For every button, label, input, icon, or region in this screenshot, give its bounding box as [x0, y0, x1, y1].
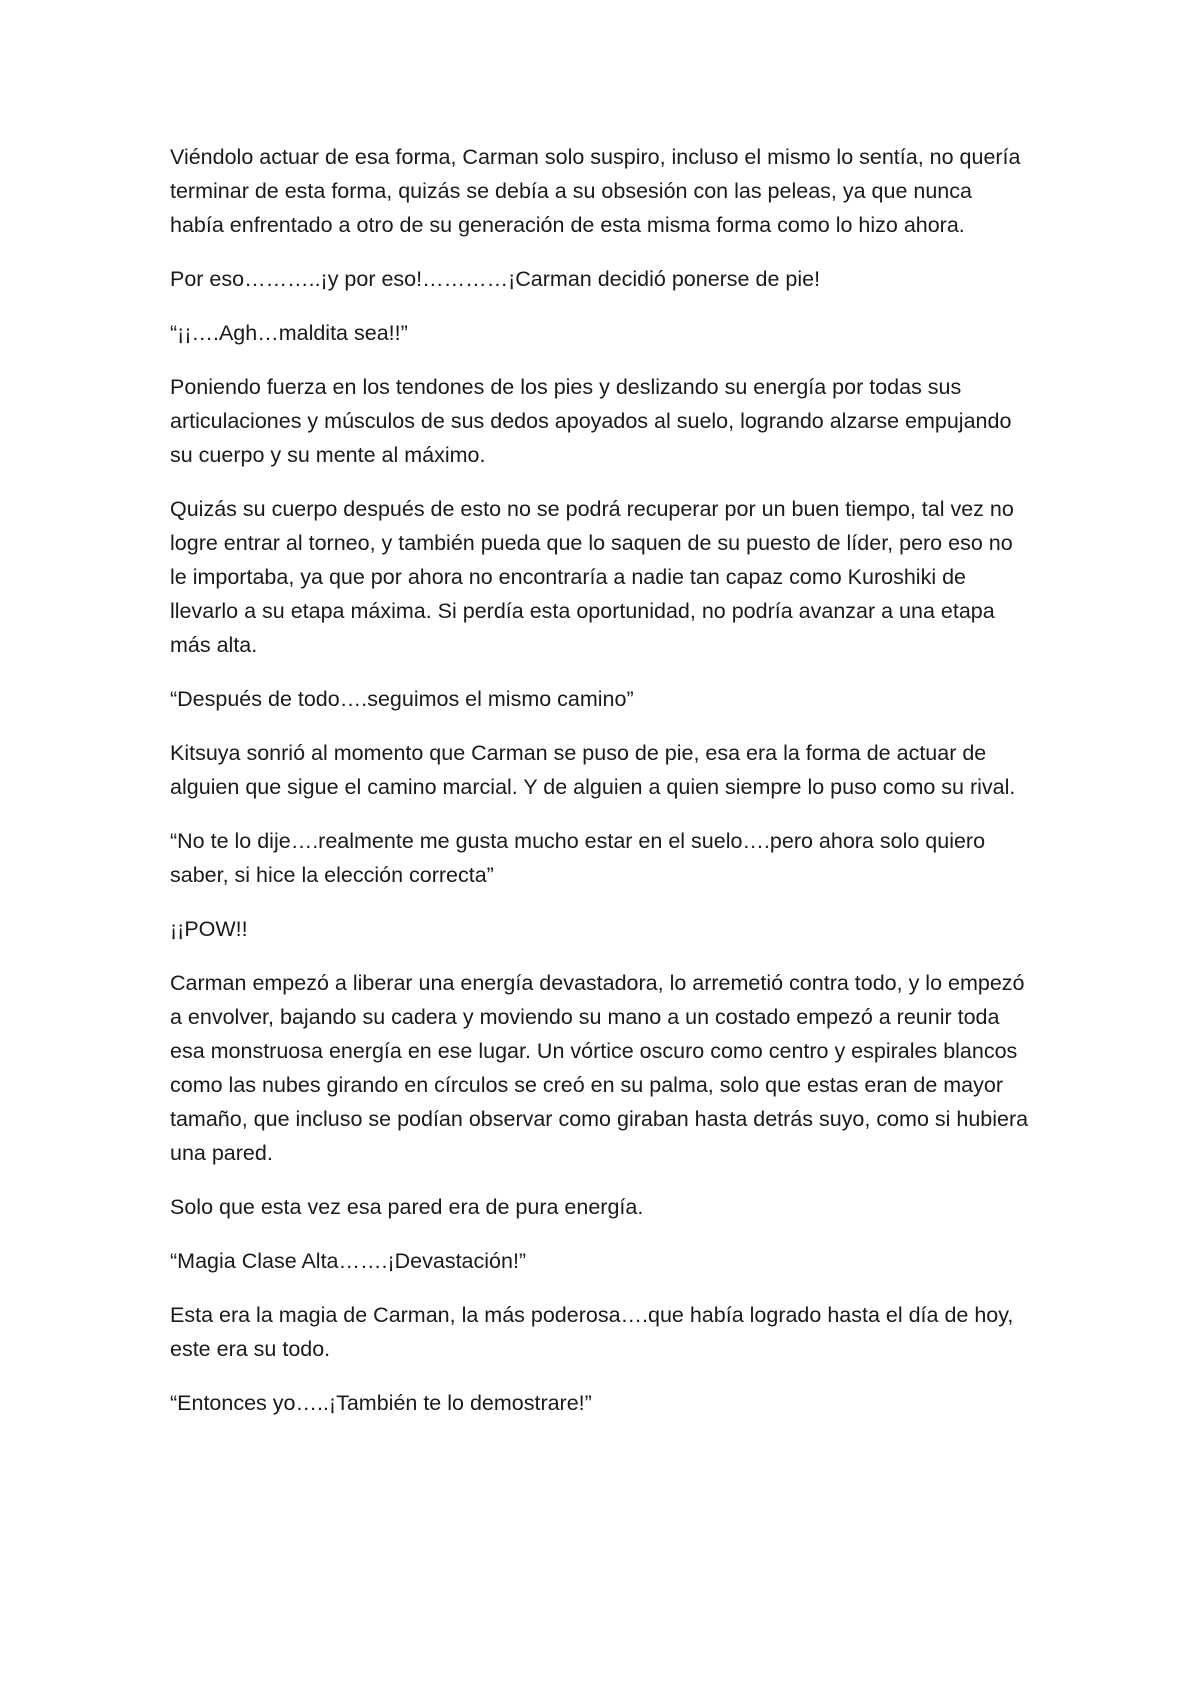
- paragraph: Quizás su cuerpo después de esto no se podrá recuperar por un buen tiempo, tal vez no logre entrar al torneo, y también pueda que lo saquen de su puesto de líder, pero eso no le importaba, ya que por ahora no encontraría a nadie tan capaz como Kuroshiki de llevarlo a su etapa máxima. Si perdía esta oportunidad, no podría avanzar a una etapa más alta.: [170, 497, 1014, 657]
- paragraph: Poniendo fuerza en los tendones de los pies y deslizando su energía por todas sus articulaciones y músculos de sus dedos apoyados al suelo, logrando alzarse empujando su cuerpo y su mente al máximo.: [170, 375, 1012, 467]
- dialogue-line: “Después de todo….seguimos el mismo camino”: [170, 687, 634, 711]
- paragraph: Esta era la magia de Carman, la más poderosa….que había logrado hasta el día de hoy, este era su todo.: [170, 1303, 1014, 1361]
- dialogue-line: “¡¡….Agh…maldita sea!!”: [170, 321, 408, 345]
- document-body: [170, 140, 1030, 1440]
- dialogue-line: “Entonces yo…..¡También te lo demostrare!”: [170, 1391, 592, 1415]
- paragraph: Kitsuya sonrió al momento que Carman se puso de pie, esa era la forma de actuar de alguien que sigue el camino marcial. Y de alguien a quien siempre lo puso como su rival.: [170, 741, 1016, 799]
- dialogue-line: “Magia Clase Alta…….¡Devastación!”: [170, 1249, 527, 1273]
- sound-effect-line: ¡¡POW!!: [170, 917, 248, 941]
- dialogue-line: “No te lo dije….realmente me gusta mucho estar en el suelo….pero ahora solo quiero saber, si hice la elección correcta”: [170, 829, 986, 887]
- paragraph: Solo que esta vez esa pared era de pura energía.: [170, 1195, 644, 1219]
- paragraph: Por eso………..¡y por eso!…………¡Carman decidió ponerse de pie!: [170, 267, 821, 291]
- paragraph: Viéndolo actuar de esa forma, Carman solo suspiro, incluso el mismo lo sentía, no quería terminar de esta forma, quizás se debía a su obsesión con las peleas, ya que nunca había enfrentado a otro de su generación de esta misma forma como lo hizo ahora.: [170, 145, 1021, 237]
- paragraph: Carman empezó a liberar una energía devastadora, lo arremetió contra todo, y lo empezó a envolver, bajando su cadera y moviendo su mano a un costado empezó a reunir toda esa monstruosa energía en ese lugar. Un vórtice oscuro como centro y espirales blancos como las nubes girando en círculos se creó en su palma, solo que estas eran de mayor tamaño, que incluso se podían observar como giraban hasta detrás suyo, como si hubiera una pared.: [170, 971, 1029, 1165]
